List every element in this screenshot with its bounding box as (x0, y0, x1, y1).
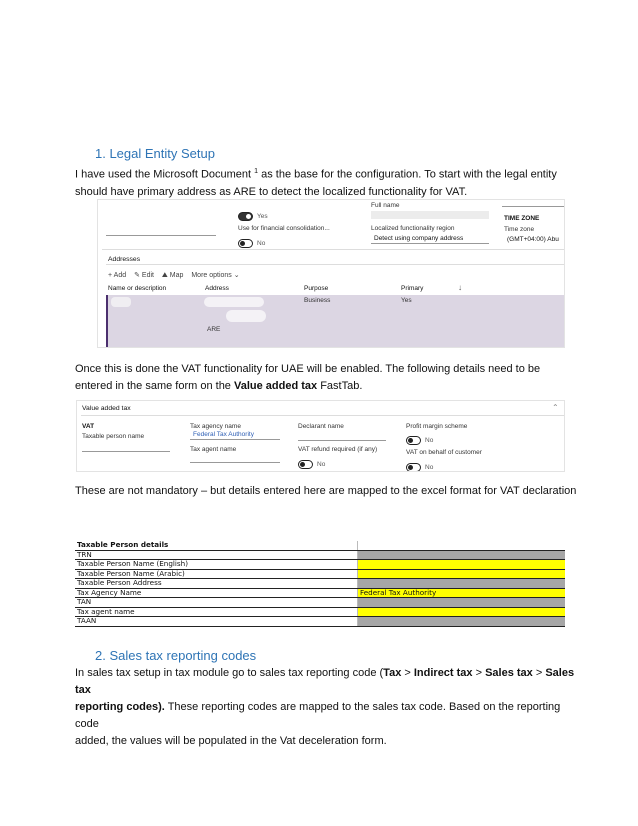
excel-row (75, 588, 565, 598)
profit-margin-toggle[interactable]: No (406, 432, 433, 450)
address-toolbar (108, 271, 240, 280)
tax-agent-label: Tax agent name (190, 446, 237, 453)
add-button[interactable]: + Add (108, 272, 127, 279)
tax-agency-input[interactable]: Federal Tax Authority (190, 431, 280, 440)
vat-refund-label: VAT refund required (if any) (298, 446, 378, 453)
plus-icon: + (108, 272, 113, 279)
redacted-address (204, 297, 264, 307)
localized-region-label: Localized functionality region (371, 225, 455, 232)
redacted-address-2 (226, 310, 266, 322)
consolidation-toggle[interactable]: No (238, 235, 265, 253)
excel-row-value (358, 598, 566, 608)
timezone-header: TIME ZONE (504, 215, 540, 222)
excel-row-label: Taxable Person Name (English) (75, 560, 358, 570)
tax-agency-label: Tax agency name (190, 423, 241, 430)
excel-table (75, 541, 565, 627)
section-2-heading: 2. Sales tax reporting codes (95, 648, 257, 663)
col-name[interactable]: Name or description (108, 285, 167, 292)
declarant-label: Declarant name (298, 423, 344, 430)
chevron-down-icon: ⌄ (233, 272, 240, 279)
section-1-paragraph: I have used the Microsoft Document $^1$ as the base for the configuration. To start with the legal entity should have primary address as ARE to detect the localized functionality for VAT. (75, 168, 557, 198)
excel-row (75, 607, 565, 617)
addresses-title: Addresses (108, 256, 141, 263)
vat-behalf-toggle[interactable]: No (406, 459, 433, 472)
profit-margin-label: Profit margin scheme (406, 423, 468, 430)
row-purpose: Business (304, 297, 331, 304)
value-added-tax-screenshot (76, 400, 565, 472)
title-divider (81, 415, 564, 416)
excel-row-value (358, 607, 566, 617)
map-button[interactable]: ⛰ Map (161, 272, 184, 279)
footnote-ref: 1 (254, 168, 259, 175)
excel-row (75, 541, 565, 550)
divider (102, 249, 564, 250)
col-purpose[interactable]: Purpose (304, 285, 329, 292)
excel-row-label: TAAN (75, 617, 358, 627)
excel-row-label: TRN (75, 550, 358, 560)
excel-row-label: TAN (75, 598, 358, 608)
vat-header: VAT (82, 423, 95, 430)
row-selection-marker (106, 295, 108, 347)
excel-row-value (358, 569, 566, 579)
excel-row-value (358, 617, 566, 627)
timezone-divider (502, 200, 564, 207)
toggle-1[interactable]: Yes (238, 208, 268, 226)
declarant-input[interactable] (298, 440, 386, 441)
tax-agent-input[interactable] (190, 462, 280, 463)
sort-down-icon[interactable]: ↓ (458, 283, 462, 292)
edit-button[interactable]: ✎ Edit (134, 272, 154, 279)
consolidation-label: Use for financial consolidation... (238, 225, 330, 232)
paragraph-3: These are not mandatory – but details entered here are mapped to the excel format for VAT declaration (75, 485, 577, 497)
map-icon: ⛰ (161, 272, 168, 279)
name-field-underline (106, 235, 216, 236)
timezone-label: Time zone (504, 226, 535, 233)
excel-row-value (358, 541, 566, 550)
vat-refund-toggle[interactable]: No (298, 456, 325, 472)
row-address: ARE (207, 326, 221, 333)
row-primary: Yes (401, 297, 412, 304)
excel-row-value (358, 550, 566, 560)
paragraph-2: Once this is done the VAT functionality for UAE will be enabled. The following details need to be entered in the same form on the Value added tax FastTab. (75, 363, 541, 392)
excel-row (75, 598, 565, 608)
excel-row-label: Taxable Person Name (Arabic) (75, 569, 358, 579)
taxable-person-input[interactable] (82, 451, 170, 452)
vat-fasttab-title[interactable]: Value added tax (82, 405, 131, 412)
addresses-title-underline (106, 264, 564, 265)
excel-row (75, 579, 565, 589)
excel-row-label: Tax Agency Name (75, 588, 358, 598)
redacted-name (111, 297, 131, 307)
excel-row-label: Taxable Person details (75, 541, 358, 550)
col-address[interactable]: Address (205, 285, 229, 292)
excel-row-value: Federal Tax Authority (358, 588, 566, 598)
full-name-input[interactable] (371, 211, 489, 219)
more-options-button[interactable]: More options ⌄ (191, 272, 240, 279)
excel-row-value (358, 560, 566, 570)
excel-row-value (358, 579, 566, 589)
section-2-paragraph: In sales tax setup in tax module go to sales tax reporting code (Tax > Indirect tax > Sales tax > Sales tax reporting codes). These reporting codes are mapped to the sales tax code. Based on the reporting code added, the values will be populated in the Vat deceleration form. (75, 667, 575, 747)
section-1-heading: 1. Legal Entity Setup (95, 146, 215, 161)
excel-row-label: Taxable Person Address (75, 579, 358, 589)
excel-row (75, 560, 565, 570)
address-row[interactable] (106, 295, 564, 347)
vat-behalf-label: VAT on behalf of customer (406, 449, 482, 456)
chevron-up-icon[interactable]: ⌃ (552, 403, 559, 412)
taxable-person-label: Taxable person name (82, 433, 145, 440)
col-primary[interactable]: Primary (401, 285, 424, 292)
full-name-label: Full name (371, 202, 400, 209)
timezone-select[interactable]: (GMT+04:00) Abu (507, 236, 559, 243)
legal-entity-screenshot (97, 199, 565, 348)
pencil-icon: ✎ (134, 272, 140, 279)
excel-row-label: Tax agent name (75, 607, 358, 617)
localized-region-select[interactable]: Detect using company address (371, 234, 489, 244)
excel-row (75, 617, 565, 627)
